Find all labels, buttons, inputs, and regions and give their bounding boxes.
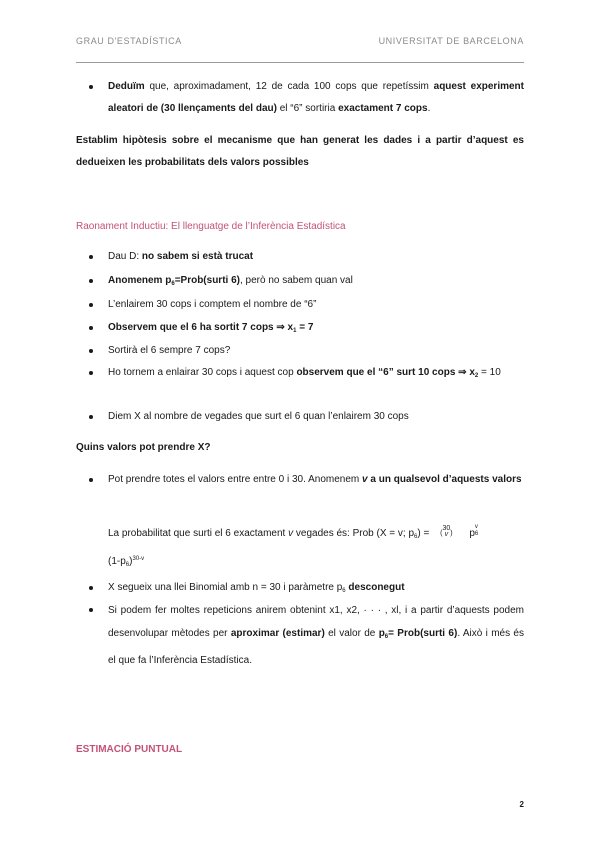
bullet-dot: [89, 85, 93, 89]
text: L’enlairem 30 cops i comptem el nombre de “6”: [108, 299, 317, 310]
text-bold: no sabem si està trucat: [141, 251, 254, 262]
text: Sortirà el 6 sempre 7 cops?: [108, 345, 231, 356]
binom-top: 30: [442, 525, 451, 532]
text: Dau D:: [108, 251, 142, 262]
text-bold: =Prob(surti 6): [174, 275, 240, 286]
header-degree: GRAU D'ESTADÍSTICA: [76, 36, 182, 46]
list-item: [76, 317, 524, 342]
text: vegades és: Prob (X = v; p: [293, 528, 415, 539]
bullet-dot: [89, 349, 93, 353]
list-item: [76, 406, 524, 427]
text: (1-p: [108, 556, 126, 567]
bullet-dot: [89, 303, 93, 307]
subscript: 6: [414, 534, 418, 540]
text: Diem X al nombre de vegades que surt el 6 quan l’enlairem 30 cops: [108, 411, 409, 422]
text-bold: = Prob(surti 6): [388, 628, 458, 639]
text: el valor de: [324, 628, 379, 639]
superscript: 30-v: [132, 556, 145, 562]
text: X segueix una llei Binomial amb n = 30 i paràmetre p: [108, 582, 343, 593]
subscript: 1: [293, 328, 297, 334]
text-bold: aproximar (estimar): [230, 628, 325, 639]
bullet-dot: [89, 586, 93, 590]
page-header: [76, 36, 524, 50]
subscript: 6: [171, 281, 175, 287]
text: que, aproximadament, 12 de cada 100 cops que repetíssim: [144, 81, 434, 92]
list-item: [76, 469, 524, 491]
text: La probabilitat que surti el 6 exactament: [108, 528, 289, 539]
text: , però no sabem quan val: [239, 275, 353, 286]
probability-formula: [108, 523, 524, 576]
page-number: 2: [519, 800, 524, 809]
bullet-dot: [89, 279, 93, 283]
text: ) =: [417, 528, 430, 539]
bullet-dot: [89, 608, 93, 612]
bullet-dot: [89, 326, 93, 330]
text-bold: Anomenem p: [108, 275, 172, 286]
text-bold: exactament 7 cops: [338, 103, 428, 114]
text-bold: desconegut: [345, 582, 405, 593]
text: Ho tornem a enlairar 30 cops i aquest cop: [108, 367, 297, 378]
superscript: v: [474, 524, 478, 530]
text-bold: Deduïm: [108, 81, 145, 92]
subscript: 6: [384, 634, 389, 640]
subscript: 2: [474, 373, 479, 379]
text: . Això i més és el que fa l’Inferència Estadística.: [108, 628, 524, 666]
list-item: [76, 246, 524, 267]
section-title-inductive: Raonament Inductiu: El llenguatge de l’Inferència Estadística: [76, 221, 346, 232]
subscript: 6: [125, 562, 130, 568]
text: = 10: [478, 367, 501, 378]
text: .: [427, 103, 431, 114]
text: ): [129, 556, 133, 567]
text: el “6” sortiria: [276, 103, 339, 114]
list-item: [76, 340, 524, 361]
text-bold: p: [378, 628, 385, 639]
subscript: 6: [474, 531, 479, 537]
section-title-point-estimation: ESTIMACIÓ PUNTUAL: [76, 744, 183, 755]
header-university: UNIVERSITAT DE BARCELONA: [378, 36, 524, 46]
text-bold: = 7: [296, 322, 314, 333]
variable-v: v: [362, 474, 368, 485]
question-heading: Quins valors pot prendre X?: [76, 442, 211, 453]
text: Pot prendre totes el valors entre entre 0 i 30. Anomenem: [108, 474, 363, 485]
list-item: [76, 294, 524, 315]
list-item: [76, 270, 524, 295]
variable-v: v: [288, 528, 294, 539]
subscript: 6: [342, 588, 346, 594]
header-rule: [76, 62, 524, 63]
bullet-dot: [89, 255, 93, 259]
bullet-dot: [89, 415, 93, 419]
text-bold: observem que el “6” surt 10 cops ⇒ x: [296, 367, 475, 378]
list-item: [76, 362, 524, 387]
binom-bottom: v: [444, 531, 449, 538]
list-item: [76, 599, 524, 672]
p-letter: p: [469, 528, 475, 539]
text-bold: Observem que el 6 ha sortit 7 cops ⇒ x: [108, 322, 294, 333]
text: Si podem fer moltes repeticions anirem obtenint x1, x2, · · · , xl, i a partir d’aquests podem desenvolupar mètodes per: [108, 605, 524, 639]
binomial-coefficient: (30 v ): [440, 525, 453, 538]
bullet-dot: [89, 371, 93, 375]
hypothesis-paragraph: Establim hipòtesis sobre el mecanisme que han generat les dades i a partir d’aquest es dedueixen les probabilitats dels valors possibles: [76, 135, 524, 168]
bullet-dot: [89, 478, 93, 482]
text-bold: aquest experiment aleatori de (30 llençaments del dau): [108, 81, 524, 114]
text-bold: a un qualsevol d’aquests valors: [367, 474, 522, 485]
list-item: [76, 76, 524, 120]
